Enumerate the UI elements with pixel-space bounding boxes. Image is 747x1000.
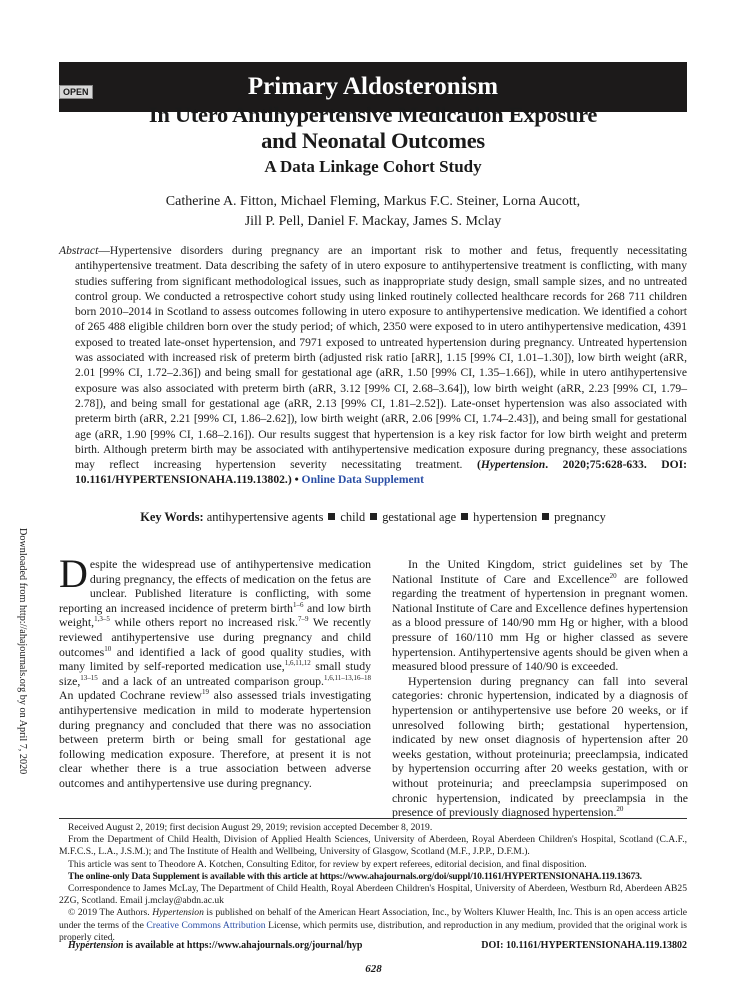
text: © 2019 The Authors.	[68, 907, 153, 919]
text: is published on behalf of the American Heart Association, Inc., by Wolters Kluwer Health, Inc. This is an open access article under the terms of the	[59, 907, 687, 931]
text: espite the widespread use of antihypertensive medication during pregnancy, the effects of medication on the fetus are unclear. Published literature is conflicting, with some reporting an increased incidence of preterm birth	[59, 557, 371, 615]
page-footer	[59, 940, 687, 951]
abstract	[59, 243, 687, 488]
text: We recently reviewed antihypertensive use during pregnancy and child outcomes	[59, 615, 371, 659]
reference[interactable]: 13–15	[80, 673, 98, 682]
citation-details: . 2020;75:628-633. DOI: 10.1161/HYPERTENSIONAHA.119.13802.)	[75, 458, 688, 487]
keyword: hypertension	[473, 510, 538, 524]
square-bullet-icon	[370, 513, 377, 520]
received-dates: Received August 2, 2019; first decision August 29, 2019; revision accepted December 8, 2019.	[68, 822, 433, 833]
reference[interactable]: 10	[104, 644, 112, 653]
reference[interactable]: 1,6,11–13,16–18	[324, 673, 371, 682]
body-column-right	[392, 557, 688, 820]
reference[interactable]: 1–6	[292, 600, 304, 609]
open-access-badge: OPEN	[59, 85, 93, 99]
citation-journal: Hypertension	[480, 458, 546, 472]
affiliation: From the Department of Child Health, Division of Applied Health Sciences, University of Aberdeen, Royal Aberdeen Children's Hospital, Scotland (C.A.F., M.F.C.S., L.A., J.S.M.); and The Institute of Health and Wellbeing, University of Glasgow, Scotland (M.F., J.P.P., D.F.M.).	[59, 834, 687, 858]
text: and a lack of an untreated comparison group.	[97, 673, 324, 688]
correspondence: Correspondence to James McLay, The Department of Child Health, Royal Aberdeen Children's Hospital, University of Aberdeen, Westburn Rd, Aberdeen AB25 2ZG, Scotland. Email j.mclay@abdn.ac.uk	[59, 883, 687, 907]
text: and low birth weight,	[59, 600, 372, 630]
reference[interactable]: 1,3–5	[94, 615, 110, 624]
journal-name: Hypertension	[68, 940, 124, 951]
article-subtitle: A Data Linkage Cohort Study	[264, 157, 482, 176]
journal-availability	[68, 940, 362, 951]
reference[interactable]: 20	[609, 571, 617, 580]
title-line: and Neonatal Outcomes	[261, 128, 485, 153]
reference[interactable]: 1,6,11,12	[284, 659, 311, 668]
citation-paren: (	[476, 458, 481, 472]
title-line: In Utero Antihypertensive Medication Exposure	[148, 102, 598, 127]
footnote-divider	[59, 818, 687, 819]
keyword: child	[340, 510, 366, 524]
journal-name: Hypertension	[152, 907, 204, 919]
body-column-left	[59, 551, 372, 791]
supplement-note: The online-only Data Supplement is available with this article at https://www.ahajournals.org/doi/suppl/10.1161/HYPERTENSIONAHA.119.13673.	[68, 870, 642, 882]
journal-url: is available at https://www.ahajournals.org/journal/hyp	[123, 940, 363, 951]
abstract-label: Abstract	[59, 244, 99, 257]
authors-line: Catherine A. Fitton, Michael Fleming, Markus F.C. Steiner, Lorna Aucott,	[165, 194, 581, 209]
text: An updated Cochrane review	[59, 688, 202, 703]
editor-note: This article was sent to Theodore A. Kotchen, Consulting Editor, for review by expert referees, editorial decision, and final disposition.	[68, 858, 587, 870]
square-bullet-icon	[328, 513, 335, 520]
download-watermark: Downloaded from http://ahajournals.org by on April 7, 2020	[17, 528, 28, 775]
paragraph	[392, 557, 688, 674]
paragraph	[59, 551, 372, 791]
paragraph	[392, 674, 688, 820]
section-banner: Primary Aldosteronism	[59, 62, 687, 112]
reference[interactable]: 20	[616, 805, 624, 814]
keyword: antihypertensive agents	[206, 510, 324, 524]
author-list	[59, 192, 687, 232]
bullet: •	[291, 473, 302, 487]
text: In the United Kingdom, strict guidelines set by The National Institute of Care and Excellence	[392, 557, 688, 586]
text: License, which permits use, distribution, and reproduction in any medium, provided that the original work is properly cited.	[59, 919, 687, 943]
text: and identified a lack of good quality studies, with many limited by self-reported medication use,	[59, 644, 371, 674]
article-title	[59, 102, 687, 154]
creative-commons-link[interactable]: Creative Commons Attribution	[146, 919, 266, 931]
key-words	[59, 510, 687, 525]
text: while others report no increased risk.	[109, 615, 298, 630]
copyright	[59, 907, 687, 944]
abstract-text: —Hypertensive disorders during pregnancy are an important risk to mother and fetus, frequently necessitating antihypertensive treatment. Data describing the safety of in utero exposure to antihypertensive treatment is conflicting, with many studies suffering from significant methodological issues, such as inappropriate study design, small sample sizes, and no untreated control group. We conducted a retrospective cohort study using linked routinely collected healthcare records for 268 711 children born 2010–2014 in Scotland to assess outcomes following in utero exposure to antihypertensive medication. We identified a cohort of 265 488 eligible children born over the study period; of which, 2350 were exposed to in utero antihypertensive medication, 4391 exposed to treated late-onset hypertension, and 7971 exposed to untreated hypertension during pregnancy. Untreated hypertension was associated with increased risk of preterm birth (adjusted risk ratio [aRR], 1.15 [99% CI, 1.01–1.30]), low birth weight (aRR, 2.01 [99% CI, 1.72–2.36]) and being small for gestational age (aRR, 1.50 [99% CI, 1.35–1.66]), while in utero antihypertensive exposure was also associated with preterm birth (aRR, 3.12 [99% CI, 2.68–3.64]), low birth weight (aRR, 2.23 [99% CI, 1.79–2.78]), and being small for gestational age (aRR, 2.13 [99% CI, 1.81–2.52]). Late-onset hypertension was also associated with preterm birth (aRR, 2.21 [99% CI, 1.86–2.62]), low birth weight (aRR, 2.06 [99% CI, 1.74–2.43]), and being small for gestational age (aRR, 1.90 [99% CI, 1.68–2.16]). Our results suggest that hypertension is a key risk factor for low birth weight and preterm birth. Although preterm birth may be associated with antihypertensive medication exposure during pregnancy, these associations may reflect increasing hypertension severity necessitating treatment.	[75, 244, 687, 472]
online-data-supplement-link[interactable]: Online Data Supplement	[301, 473, 424, 487]
text: Hypertension during pregnancy can fall into several categories: chronic hypertension, indicated by a diagnosis of hypertension or antihypertensive use before 20 weeks, or if unresolved following birth; gestational hypertension, indicated by new onset diagnosis of hypertension after 20 weeks gestation, without proteinuria; preeclampsia, indicated by hypertension occurring after 20 weeks gestation, with or without proteinuria; and preeclampsia superimposed on chronic hypertension, indicated by preeclampsia in the presence of previously diagnosed hypertension.	[392, 673, 688, 820]
key-words-label: Key Words:	[140, 510, 204, 524]
keyword: pregnancy	[554, 510, 606, 524]
square-bullet-icon	[542, 513, 549, 520]
text: are followed regarding the treatment of hypertension in pregnant women. National Institute of Care and Excellence defines hypertension as a blood pressure of 140/90 mm Hg or higher, with a blood pressure of 160/110 mm Hg or higher classed as severe hypertension. Antihypertensive agents should be given when a measured blood pressure of 140/90 is exceeded.	[392, 571, 688, 674]
reference[interactable]: 19	[201, 688, 209, 697]
text: also assessed trials investigating antihypertensive medication in mild to moderate hypertension during pregnancy and concluded that there was no association between preterm birth or being small for gestational age following medication exposure. Therefore, at present it is not clear whether there is a true association between adverse outcomes and antihypertensive use during pregnancy.	[59, 688, 372, 790]
reference[interactable]: 7–9	[297, 615, 309, 624]
square-bullet-icon	[461, 513, 468, 520]
authors-line: Jill P. Pell, Daniel F. Mackay, James S. Mclay	[244, 214, 502, 229]
page-number: 628	[365, 963, 382, 975]
footnotes	[59, 822, 687, 944]
text: small study size,	[59, 659, 371, 688]
keyword: gestational age	[382, 510, 457, 524]
footer-doi: DOI: 10.1161/HYPERTENSIONAHA.119.13802	[481, 940, 687, 951]
drop-cap: D	[59, 551, 88, 596]
